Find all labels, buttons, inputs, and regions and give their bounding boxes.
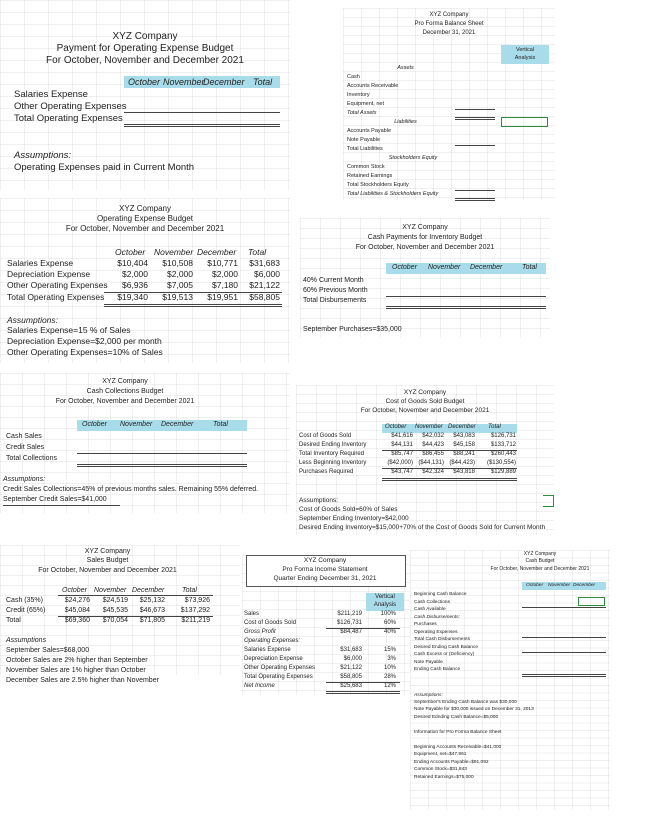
- cell-value: $25,132: [139, 597, 165, 604]
- company-title: XYZ Company: [402, 224, 448, 231]
- budget-title: Payment for Operating Expense Budget: [56, 43, 234, 54]
- assets-subtotal-line: [455, 109, 495, 110]
- budget-title: Cash Collections Budget: [86, 388, 164, 395]
- assets-heading: Assets: [397, 65, 414, 71]
- row-label: Purchases: [414, 622, 437, 627]
- cell-value: $137,292: [180, 607, 210, 614]
- cell-value: $88,241: [453, 451, 475, 457]
- assumptions-label: Assumptions:: [414, 693, 443, 698]
- cell-value: $7,005: [167, 280, 193, 290]
- asset-cash: Cash: [347, 74, 360, 80]
- row-label: Cost of Goods Sold: [244, 620, 297, 626]
- row-label: Desired Ending Inventory: [299, 442, 367, 448]
- col-header-total: Total: [248, 247, 267, 257]
- info-line: Ending Accounts Payable=$91,092: [414, 760, 489, 765]
- info-line: Common Stock=$31,843: [414, 767, 467, 772]
- company-title: XYZ Company: [84, 548, 131, 555]
- cell-value: ($44,131): [418, 460, 444, 466]
- cell-value: $2,000: [167, 269, 193, 279]
- budget-title: Operating Expense Budget: [96, 214, 194, 223]
- cell-value: $19,951: [207, 292, 238, 302]
- cell-value: $41,616: [391, 433, 413, 439]
- col-header-december: December: [161, 421, 194, 428]
- cell-value: ($130,554): [486, 460, 516, 466]
- company-title: XYZ Company: [303, 557, 347, 564]
- col-header-december: December: [132, 587, 165, 594]
- row-label: Total Cash Disbursements: [414, 637, 470, 642]
- row-label: Desired Ending Cash Balance: [414, 645, 478, 650]
- col-header-october: October: [62, 587, 87, 594]
- amount: $58,805: [340, 674, 362, 680]
- col-header-october: October: [392, 264, 417, 271]
- subtotal-line: [124, 112, 280, 113]
- cell-value: $45,084: [64, 607, 90, 614]
- assumption-line: Credit Sales Collections=45% of previous months sales. Remaining 55% deferred.: [3, 486, 259, 493]
- equity-retained: Retained Earnings: [347, 173, 393, 179]
- col-header-total: Total: [488, 424, 501, 430]
- liab-ap: Accounts Payable: [347, 128, 392, 134]
- total-equity: Total Stockholders Equity: [347, 182, 409, 188]
- assumption-line: Other Operating Expenses=10% of Sales: [7, 347, 163, 357]
- cell-value: $58,805: [249, 292, 280, 302]
- assumption-line: November Sales are 1% higher than October: [6, 667, 146, 674]
- cell-value: $129,889: [490, 469, 516, 475]
- cell-value: ($42,000): [387, 460, 413, 466]
- row-label: Depreciation Expense: [244, 656, 303, 662]
- company-title: XYZ Company: [118, 204, 172, 213]
- row-label: Total Operating Expenses: [244, 674, 313, 680]
- assumption-line: Salaries Expense=15 % of Sales: [7, 325, 131, 335]
- col-header-november: November: [94, 587, 127, 594]
- cell-value: $260,443: [490, 451, 516, 457]
- vertical-label: Vertical: [375, 594, 395, 600]
- col-header-december: December: [203, 77, 245, 87]
- budget-period: For October, November and December 2021: [38, 567, 177, 574]
- cell-value: $24,276: [64, 597, 90, 604]
- assumption-line: Cost of Goods Sold=60% of Sales: [299, 506, 398, 513]
- total-line: [382, 478, 517, 481]
- company-title: XYZ Company: [102, 378, 148, 385]
- budget-period: For October, November and December 2021: [65, 224, 225, 233]
- percent: 28%: [383, 674, 396, 680]
- cell-value: $133,712: [490, 442, 516, 448]
- row-label: Gross Profit: [244, 629, 276, 635]
- assumption-line: September's Ending Cash Balance was $30,000: [414, 700, 517, 705]
- row-label: Total: [6, 617, 21, 624]
- cell-value: $19,513: [162, 292, 193, 302]
- assumption-line: Note Payable for $30,000 issued on December 31, 2013: [414, 707, 534, 712]
- percent: 60%: [383, 620, 396, 626]
- amount: $211,219: [337, 611, 362, 617]
- final-total-line: [455, 198, 495, 201]
- assumption-line: September Sales=$68,000: [6, 647, 90, 654]
- row-label: Salaries Expense: [244, 647, 291, 653]
- row-label: Purchases Required: [299, 469, 354, 475]
- subtotal-line: [522, 652, 606, 653]
- row-label: Cash Disbursements:: [414, 615, 460, 620]
- total-line: [386, 306, 546, 309]
- assumptions-label: Assumptions: [6, 637, 47, 644]
- subtotal-line: [522, 607, 606, 608]
- assumption-line: Depreciation Expense=$2,000 per month: [7, 336, 162, 346]
- selected-cell[interactable]: [578, 597, 605, 606]
- cell-value: ($44,423): [449, 460, 475, 466]
- budget-period: For October, November and December 2021: [490, 566, 590, 572]
- cell-value: $42,032: [422, 433, 444, 439]
- assumptions-label: Assumptions:: [299, 497, 339, 504]
- row-label: Sales: [244, 611, 260, 617]
- col-header-november: November: [120, 421, 153, 428]
- row-label: Beginning Cash Balance: [414, 592, 467, 597]
- total-line: [124, 124, 280, 127]
- cell-value: $31,683: [249, 258, 280, 268]
- col-header-total: Total: [182, 587, 197, 594]
- budget-title: Sales Budget: [86, 557, 129, 564]
- cell-value: $10,508: [162, 258, 193, 268]
- cell-value: $73,926: [184, 597, 210, 604]
- info-label: Information for Pro Forma Balance Sheet: [414, 730, 502, 735]
- assumption-line: Desired Ednding Cash Balance=$5,000: [414, 715, 499, 720]
- balance-sheet: [343, 8, 555, 200]
- cell-value: $2,000: [212, 269, 238, 279]
- assumption-line: September Ending Inventory=$42,000: [299, 515, 409, 522]
- col-header-october: October: [385, 424, 407, 430]
- subtotal-line: [386, 296, 546, 297]
- header-line: [58, 595, 213, 596]
- cogs-sheet: [296, 385, 554, 535]
- row-label-total: Total Operating Expenses: [14, 113, 123, 124]
- total-line: [104, 304, 282, 307]
- cell-value: $19,340: [117, 292, 148, 302]
- company-title: XYZ Company: [112, 31, 178, 42]
- amount: $6,000: [343, 656, 362, 662]
- selected-cell-marker[interactable]: [543, 495, 554, 507]
- subtotal-line: [77, 453, 247, 454]
- info-line: Beginning Accounts Receivable=$41,000: [414, 745, 502, 750]
- cell-value: $85,747: [391, 451, 413, 457]
- assumption-line: Desired Ending Inventory=$15,000+70% of the Cost of Goods Sold for Current Month: [299, 524, 546, 531]
- cell-value: $45,535: [102, 607, 128, 614]
- col-header-october: October: [115, 247, 146, 257]
- row-label: Cash Collections: [414, 600, 450, 605]
- cell-value: $211,219: [181, 617, 210, 624]
- cell-value: $45,158: [453, 442, 475, 448]
- cell-value: $21,122: [249, 280, 280, 290]
- asset-inventory: Inventory: [347, 92, 370, 98]
- cell-value: $44,423: [422, 442, 444, 448]
- cell-value: $24,519: [102, 597, 128, 604]
- row-label: 40% Current Month: [303, 277, 364, 284]
- percent: 100%: [380, 611, 396, 617]
- equity-line: [455, 190, 495, 191]
- col-header-december: December: [197, 247, 237, 257]
- row-label: Total Disbursements: [303, 297, 367, 304]
- selected-cell[interactable]: [501, 117, 548, 127]
- row-label: Cost of Goods Sold: [299, 433, 352, 439]
- col-header-total: Total: [213, 421, 228, 428]
- amount: $21,122: [340, 665, 362, 671]
- row-label: Salaries Expense: [7, 258, 74, 268]
- amount: $31,683: [340, 647, 362, 653]
- assumptions-label: Assumptions:: [14, 150, 72, 161]
- opex-payment-sheet: [0, 0, 290, 190]
- percent: 15%: [383, 647, 396, 653]
- cell-value: $43,083: [453, 433, 475, 439]
- budget-period: For October, November and December 2021: [46, 55, 244, 66]
- col-header-november: November: [154, 247, 194, 257]
- total-liabilities: Total Liabilities: [347, 146, 383, 152]
- cell-value: $2,000: [122, 269, 148, 279]
- cash-payments-sheet: [300, 218, 550, 338]
- cell-value: $10,404: [117, 258, 148, 268]
- budget-period: For October, November and December 2021: [355, 244, 495, 251]
- info-line: Equipment, net=$47,961: [414, 752, 467, 757]
- row-label: Total Operating Expenses: [7, 292, 105, 302]
- row-label: Cash (35%): [6, 597, 43, 604]
- row-label: Depreciation Expense: [7, 269, 91, 279]
- equity-heading: Stockholders Equity: [388, 155, 438, 161]
- budget-title: Cost of Goods Sold Budget: [385, 398, 465, 405]
- row-label-other: Other Operating Expenses: [14, 101, 127, 112]
- col-header-november: November: [428, 264, 461, 271]
- assumptions-label: Assumptions:: [3, 476, 46, 483]
- row-label: Other Operating Expenses: [7, 280, 108, 290]
- cell-value: $46,673: [139, 607, 165, 614]
- row-label: Credit Sales: [6, 444, 45, 451]
- row-label: Cash Sales: [6, 433, 42, 440]
- cell-value: $10,771: [207, 258, 238, 268]
- row-label: Total Collections: [6, 455, 57, 462]
- row-label: Ending Cash Balance: [414, 667, 461, 672]
- assumption-text: Operating Expenses paid in Current Month: [14, 162, 195, 173]
- amount: $84,487: [340, 629, 362, 635]
- total-line: [77, 464, 247, 467]
- cell-value: $6,936: [122, 280, 148, 290]
- asset-ar: Accounts Receivable: [347, 83, 399, 89]
- assumption-text: September Purchases=$35,000: [303, 326, 402, 333]
- assumptions-label: Assumptions:: [7, 315, 59, 325]
- info-line: Retained Earnings=$75,000: [414, 775, 474, 780]
- row-label: Note Payable: [414, 660, 443, 665]
- row-label: Less Beginning Inventory: [299, 460, 367, 466]
- net-income-line: [326, 691, 400, 694]
- statement-title: Pro Forma Income Statement: [282, 566, 368, 573]
- equity-common-stock: Common Stock: [347, 164, 385, 170]
- percent: 10%: [383, 665, 396, 671]
- budget-period: For October, November and December 2021: [360, 407, 490, 414]
- col-header-total: Total: [522, 264, 537, 271]
- assumption-line: September Credit Sales=$41,000: [3, 496, 107, 503]
- cell-value: $43,747: [391, 469, 413, 475]
- cell-value: $6,000: [254, 269, 280, 279]
- cell-value: $70,054: [102, 617, 128, 624]
- row-label: Operating Expenses: [414, 630, 458, 635]
- cell-value: $86,455: [422, 451, 444, 457]
- row-label: Operating Expenses:: [244, 638, 301, 644]
- col-header-november: November: [163, 77, 205, 87]
- cell-value: $44,131: [391, 442, 413, 448]
- row-label: 60% Previous Month: [303, 287, 368, 294]
- col-header-october: October: [526, 583, 544, 588]
- percent: 12%: [383, 683, 396, 689]
- assumption-underline: [3, 505, 120, 506]
- liabilities-heading: Liabilities: [394, 119, 417, 125]
- asset-equipment: Equipment, net: [347, 101, 384, 107]
- cell-value: $126,731: [490, 433, 516, 439]
- vertical-label: Vertical: [515, 47, 535, 53]
- col-header-november: November: [415, 424, 443, 430]
- total-liab-equity: Total Liabilities & Stockholders Equity: [347, 191, 439, 197]
- row-label: Cash Available: [414, 607, 446, 612]
- statement-title: Pro Forma Balance Sheet: [414, 21, 484, 27]
- row-label: Credit (65%): [6, 607, 46, 614]
- cell-value: $71,805: [139, 617, 165, 624]
- budget-title: Cash Payments for Inventory Budget: [367, 234, 483, 241]
- cash-budget-sheet: [410, 550, 610, 810]
- company-title: XYZ Company: [523, 551, 557, 557]
- amount: $25,683: [340, 683, 362, 689]
- opex-budget-sheet: [0, 198, 290, 363]
- company-title: XYZ Company: [429, 12, 469, 18]
- cell-value: $7,180: [212, 280, 238, 290]
- analysis-label: Analysis: [514, 55, 536, 61]
- income-statement-sheet: [242, 555, 410, 695]
- amount: $126,731: [336, 620, 362, 626]
- sales-budget-sheet: [0, 545, 240, 684]
- percent: 40%: [383, 629, 396, 635]
- liab-np: Note Payable: [347, 137, 381, 143]
- assumption-line: December Sales are 2.5% higher than November: [6, 677, 159, 684]
- budget-title: Cash Budget: [525, 558, 555, 564]
- row-label-salaries: Salaries Expense: [14, 89, 88, 100]
- row-label: Total Inventory Required: [299, 451, 365, 457]
- col-header-october: October: [128, 77, 161, 87]
- col-header-december: December: [470, 264, 503, 271]
- analysis-label: Analysis: [373, 602, 397, 608]
- col-header-november: November: [548, 583, 571, 588]
- cell-value: $42,324: [422, 469, 444, 475]
- subtotal-line: [522, 637, 606, 638]
- liab-line: [455, 145, 495, 146]
- row-label: Other Operating Expenses: [244, 665, 316, 671]
- total-line: [522, 674, 606, 677]
- col-header-total: Total: [253, 77, 273, 87]
- row-label: Cash Excess or (Deficiency): [414, 652, 475, 657]
- cash-collections-sheet: [0, 373, 290, 513]
- company-title: XYZ Company: [403, 389, 447, 396]
- col-header-october: October: [82, 421, 107, 428]
- total-assets: Total Assets: [347, 110, 377, 116]
- col-header-december: December: [448, 424, 476, 430]
- percent: 3%: [387, 656, 396, 662]
- row-label: Net Income: [244, 683, 275, 689]
- col-header-december: December: [573, 583, 596, 588]
- statement-period: Quarter Ending December 31, 2021: [273, 575, 377, 582]
- budget-period: For October, November and December 2021: [55, 398, 195, 405]
- cell-value: $69,360: [64, 617, 90, 624]
- assumption-line: October Sales are 2% higher than September: [6, 657, 148, 664]
- cell-value: $43,818: [453, 469, 475, 475]
- statement-date: December 31, 2021: [422, 30, 476, 36]
